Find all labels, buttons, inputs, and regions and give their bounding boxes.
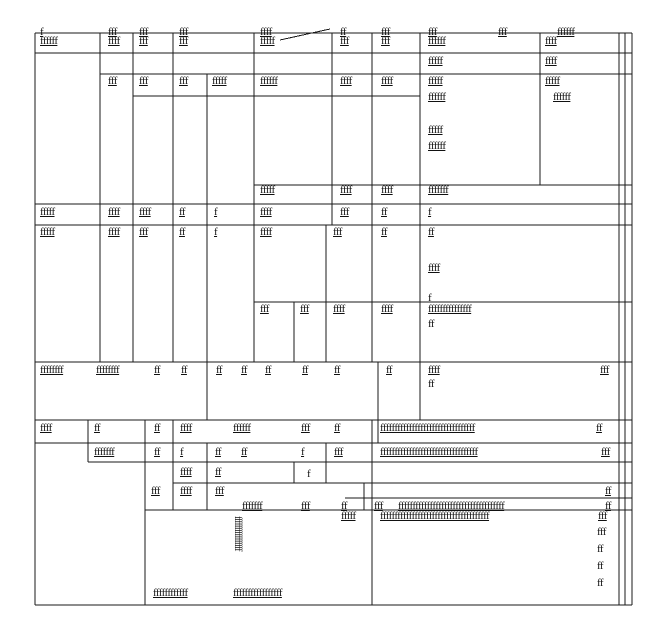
cell-r12-g2: fffff: [341, 510, 356, 522]
cell-r2-j2: ffffff: [553, 91, 571, 103]
cell-r8-a: ffff: [40, 422, 52, 434]
cell-r8-c: ff: [154, 422, 160, 434]
cell-r8-e: ffffff: [233, 422, 251, 434]
cell-r5-h1: ff: [428, 226, 434, 238]
cell-r10-d2: ff: [215, 466, 221, 478]
cell-r7-b: ffffffff: [96, 364, 120, 376]
cell-r12-f: fff: [301, 500, 310, 512]
cell-r0-a1: f: [40, 26, 44, 38]
cell-r4-h: f: [428, 206, 432, 218]
cell-r0-h2: ffffff: [428, 35, 446, 47]
cell-r9-d: f: [180, 446, 184, 458]
cell-r0-e1: ffff: [260, 26, 272, 38]
cell-r0-g2: fff: [381, 35, 390, 47]
cell-r7-g: ff: [386, 364, 392, 376]
cell-bottom-1: ffffffffffff: [153, 587, 188, 599]
cell-r3-f: ffff: [340, 184, 352, 196]
cell-r0-f1: ff: [340, 26, 346, 38]
cell-r12-g1: ff: [341, 500, 347, 512]
cell-r6-h2: ff: [428, 318, 434, 330]
cell-r11-c: fff: [151, 485, 160, 497]
cell-r0-d1: fff: [179, 26, 188, 38]
cell-r0-a2: ffffff: [40, 35, 58, 47]
cell-r2-h2: ffffff: [428, 91, 446, 103]
cell-r7-j: fff: [600, 364, 609, 376]
cell-r9-b: fffffff: [94, 446, 115, 458]
cell-r13-j1: fff: [597, 526, 606, 538]
cell-r0-c1: fff: [139, 26, 148, 38]
cell-r2-f: ffff: [340, 75, 352, 87]
cell-r13-j2: ff: [597, 543, 603, 555]
cell-r3-e: fffff: [260, 184, 275, 196]
cell-r4-b: ffff: [108, 206, 120, 218]
cell-r4-f: fff: [340, 206, 349, 218]
header-diagonal: [280, 29, 330, 40]
cell-r6-e2: fff: [300, 303, 309, 315]
cell-r7-f: ff: [334, 364, 340, 376]
cell-r7-h1: ffff: [428, 364, 440, 376]
cell-r1-h: fffff: [428, 55, 443, 67]
cell-r9-h: ffffffffffffffffffffffffffffffffff: [380, 446, 478, 458]
cell-r13-j4: ff: [597, 577, 603, 589]
cell-r0-c2: fff: [139, 35, 148, 47]
cell-r7-a: ffffffff: [40, 364, 64, 376]
cell-r7-h2: ff: [428, 378, 434, 390]
cell-r7-e2: ff: [302, 364, 308, 376]
cell-r5-h2: ffff: [428, 262, 440, 274]
cell-r2-h4: ffffff: [428, 140, 446, 152]
cell-r2-d: fff: [179, 75, 188, 87]
cell-r2-j1: fffff: [545, 75, 560, 87]
cell-r5-g: ff: [381, 226, 387, 238]
cell-r11-d: ffff: [180, 485, 192, 497]
cell-r11-d2: fff: [215, 485, 224, 497]
cell-r4-a: fffff: [40, 206, 55, 218]
cell-r12-h2: ffffffffffffffffffffffffffffffffffffff: [380, 510, 490, 522]
cell-r2-c: fff: [139, 75, 148, 87]
cell-r4-e: ffff: [260, 206, 272, 218]
cell-r0-h1: fff: [428, 26, 437, 38]
cell-r7-c: ff: [154, 364, 160, 376]
cell-r2-h3: fffff: [428, 124, 443, 136]
cell-r5-b: ffff: [108, 226, 120, 238]
cell-r2-d2: fffff: [212, 75, 227, 87]
cell-r13-j3: ff: [597, 560, 603, 572]
cell-r7-d: ff: [181, 364, 187, 376]
cell-r6-e1: fff: [260, 303, 269, 315]
cell-r5-f: fff: [333, 226, 342, 238]
cell-r10-f: f: [307, 468, 311, 480]
cell-r4-g: ff: [381, 206, 387, 218]
cell-r8-d: ffff: [180, 422, 192, 434]
cell-r9-d3: ff: [241, 446, 247, 458]
cell-r6-h1: fffffffffffffff: [428, 303, 472, 315]
cell-r2-g: ffff: [381, 75, 393, 87]
cell-r0-d2: fff: [179, 35, 188, 47]
cell-r9-c: ff: [154, 446, 160, 458]
cell-bottom-2: fffffffffffffffff: [233, 587, 282, 599]
cell-r6-g: ffff: [381, 303, 393, 315]
cell-r10-d: ffff: [180, 466, 192, 478]
cell-r0-b2: ffff: [108, 35, 120, 47]
cell-r5-h3: f: [428, 292, 432, 304]
cell-r0-e2: fffff: [260, 35, 275, 47]
cell-r0-j2: ffff: [545, 35, 557, 47]
cell-r5-e: ffff: [260, 226, 272, 238]
cell-r8-h: fffffffffffffffffffffffffffffffff: [380, 422, 475, 434]
cell-r12-h0: fff: [374, 500, 383, 512]
cell-r0-j1: ffffff: [557, 26, 575, 38]
cell-r7-d2: ff: [216, 364, 222, 376]
cell-r2-h1: fffff: [428, 75, 443, 87]
cell-r2-e: ffffff: [260, 75, 278, 87]
cell-r9-d2: ff: [215, 446, 221, 458]
cell-r3-h: fffffff: [428, 184, 449, 196]
cell-r12-h1: fffffffffffffffffffffffffffffffffffff: [398, 500, 505, 512]
cell-r4-d2: f: [214, 206, 218, 218]
cell-r7-e1: ff: [265, 364, 271, 376]
cell-r0-f2: fff: [340, 35, 349, 47]
cell-r8-f2: ff: [334, 422, 340, 434]
cell-r5-d2: f: [214, 226, 218, 238]
cell-r7-d3: ff: [241, 364, 247, 376]
cell-r6-f: ffff: [333, 303, 345, 315]
cell-r8-f: fff: [301, 422, 310, 434]
cell-r9-f: f: [301, 446, 305, 458]
cell-r4-d: ff: [179, 206, 185, 218]
cell-r12-j2: fff: [598, 510, 607, 522]
cell-r8-j: ff: [596, 422, 602, 434]
cell-r8-a2: ff: [94, 422, 100, 434]
cell-r12-e: fffffff: [242, 500, 263, 512]
cell-r0-b1: fff: [108, 26, 117, 38]
cell-r5-a: fffff: [40, 226, 55, 238]
cell-r4-c: ffff: [139, 206, 151, 218]
cell-r5-d: ff: [179, 226, 185, 238]
cell-r0-g1: fff: [381, 26, 390, 38]
cell-r9-f2: fff: [334, 446, 343, 458]
cell-r0-i: fff: [498, 26, 507, 38]
cell-r3-g: ffff: [381, 184, 393, 196]
cell-r12-j1: ff: [605, 500, 611, 512]
cell-r9-j: fff: [601, 446, 610, 458]
cell-vertical: ffffffffffffffff: [232, 516, 243, 551]
cell-r5-c: fff: [139, 226, 148, 238]
cell-r2-b: fff: [108, 75, 117, 87]
cell-r1-j: ffff: [545, 55, 557, 67]
cell-r11-j: ff: [605, 485, 611, 497]
